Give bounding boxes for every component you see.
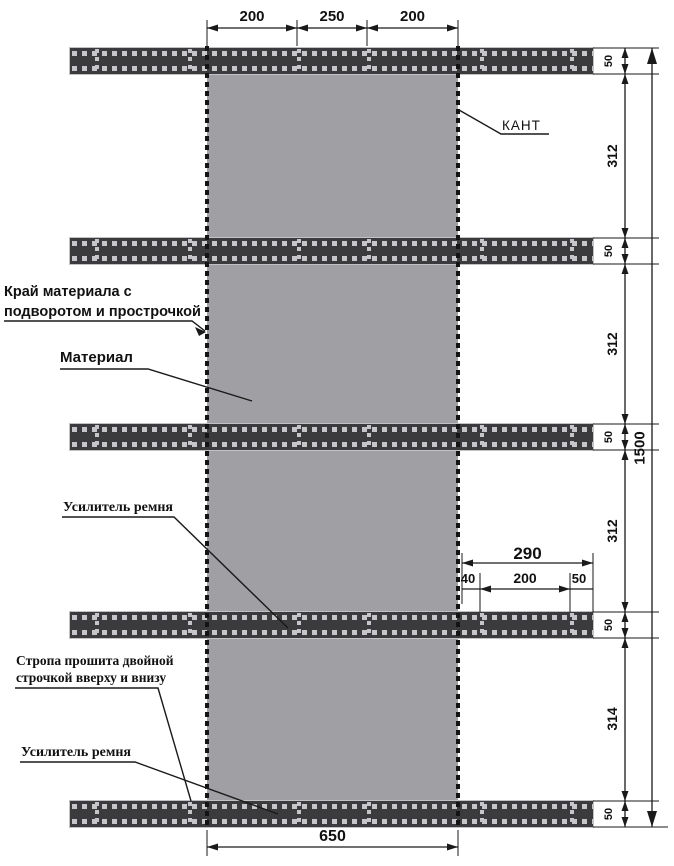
strap-stitch-label bbox=[16, 653, 174, 686]
material-label: Материал bbox=[60, 349, 133, 366]
material-edge-label bbox=[4, 282, 201, 322]
dim-gap2-312: 312 bbox=[604, 332, 620, 356]
dim-strap5-50: 50 bbox=[603, 807, 615, 821]
dim-top-250: 250 bbox=[319, 8, 345, 25]
dim-top-200-right: 200 bbox=[399, 8, 426, 25]
dim-bottom-650: 650 bbox=[319, 828, 346, 845]
strap-stitch-label-line2: строчкой вверху и внизу bbox=[16, 669, 167, 685]
dim-strap4-50: 50 bbox=[603, 618, 615, 632]
dim-gap1-312: 312 bbox=[604, 144, 620, 168]
dim-strap3-50: 50 bbox=[603, 430, 615, 444]
strap-stitch-label-line1: Стропа прошита двойной bbox=[16, 653, 174, 668]
dim-offset-40: 40 bbox=[460, 571, 476, 586]
belt-reinforcement-lower-label: Усилитель ремня bbox=[21, 745, 131, 760]
belt-reinforcement-upper-label: Усилитель ремня bbox=[63, 500, 173, 515]
dim-offset-290: 290 bbox=[513, 544, 542, 563]
dim-gap4-314: 314 bbox=[604, 707, 620, 731]
kant-label: КАНТ bbox=[502, 118, 541, 133]
material-edge-label-line2: подворотом и прострочкой bbox=[4, 304, 201, 320]
dim-top-200-left: 200 bbox=[239, 8, 265, 25]
dim-overall-1500: 1500 bbox=[631, 431, 649, 465]
dim-strap2-50: 50 bbox=[603, 244, 615, 258]
material-edge-label-line1: Край материала с bbox=[4, 284, 132, 300]
dim-gap3-312: 312 bbox=[604, 519, 620, 543]
dim-strap1-50: 50 bbox=[603, 54, 615, 68]
dim-offset-50: 50 bbox=[571, 571, 587, 586]
dim-offset-200: 200 bbox=[513, 570, 537, 586]
